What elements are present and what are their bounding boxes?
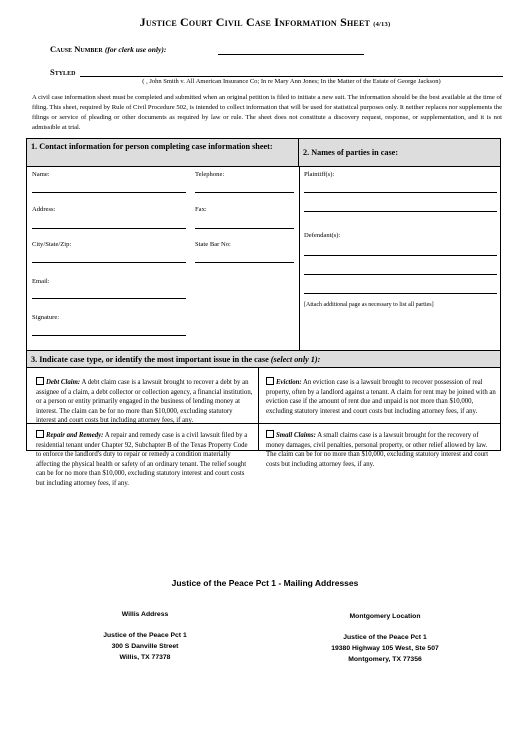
debt-claim-title: Debt Claim: (46, 379, 81, 386)
signature-label: Signature: (32, 314, 60, 321)
email-label: Email: (32, 278, 50, 285)
email-field[interactable] (32, 298, 186, 299)
cause-number-label (50, 44, 166, 54)
small-claims-text: A small claims case is a lawsuit brought for the recovery of money damages, civil penalties, personal property, or other relief allowed by law. The claim can be for no more than $10,000, excluding statutory interest and court costs but including attorney fees, if any. (266, 432, 489, 468)
defendants-label: Defendant(s): (304, 232, 341, 239)
case-divider (258, 368, 259, 451)
eviction-checkbox[interactable] (266, 377, 274, 385)
section2-heading: 2. Names of parties in case: (299, 139, 500, 167)
repair-remedy-text: A repair and remedy case is a civil lawsuit filed by a residential tenant under Chapter 92, Subchapter B of the Texas Property Code to enforce the landlord's duty to repair or remedy a condition materially affecting the physical health or safety of an ordinary tenant. The relief sought can be for no more than $10,000, excluding statutory interest and court costs but including attorney fees, if any. (36, 432, 248, 487)
eviction-text: An eviction case is a lawsuit brought to recover possession of real property, often by a landlord against a tenant. A claim for rent may be joined with an eviction case if the amount of rent due and unpaid is not more than $10,000, excluding statutory interest and court costs but including attorney fees, if any. (266, 379, 496, 415)
signature-field[interactable] (32, 335, 186, 336)
montgomery-address (305, 611, 465, 665)
montgomery-line-3: Montgomery, TX 77356 (348, 656, 422, 663)
section3-heading-note: (select only 1): (270, 355, 321, 364)
fax-field[interactable] (195, 228, 294, 229)
mailing-title: Justice of the Peace Pct 1 - Mailing Addresses (171, 578, 359, 588)
city-field[interactable] (32, 262, 186, 263)
repair-remedy-checkbox[interactable] (36, 430, 44, 438)
form-title (0, 15, 530, 30)
defendant-line-2[interactable] (304, 274, 497, 275)
eviction-title: Eviction: (276, 379, 302, 386)
montgomery-line-2: 19380 Highway 105 West, Ste 507 (331, 645, 439, 652)
willis-address (70, 609, 220, 663)
case-eviction (266, 377, 496, 416)
defendant-line-1[interactable] (304, 255, 497, 256)
willis-line-2: 300 S Danville Street (111, 643, 179, 650)
section3-heading (27, 350, 500, 368)
telephone-field[interactable] (195, 192, 294, 193)
case-small-claims (266, 430, 496, 469)
cause-note: (for clerk use only): (104, 45, 167, 54)
plaintiff-line-1[interactable] (304, 192, 497, 193)
small-claims-title: Small Claims: (276, 432, 316, 439)
repair-remedy-title: Repair and Remedy: (46, 432, 104, 439)
cause-number-field[interactable] (218, 54, 364, 55)
form-title-text: Justice Court Civil Case Information Sheet (139, 15, 371, 29)
styled-example: ( , John Smith v. All American Insurance Co; In re Mary Ann Jones; In the Matter of the Estate of George Jackson) (142, 78, 441, 85)
debt-claim-text: A debt claim case is a lawsuit brought to recover a debt by an assignee of a claim, a debt collector or collection agency, a financial institution, or a person or entity primarily engaged in the business of lending money at interest. The claim can be for no more than $10,000, excluding statutory interest and court costs but including attorney fees, if any. (36, 379, 253, 424)
styled-label: Styled (50, 67, 76, 77)
name-label: Name: (32, 171, 50, 178)
section3-heading-text: 3. Indicate case type, or identify the most important issue in the case (31, 355, 269, 364)
montgomery-heading: Montgomery Location (349, 613, 421, 620)
parties-note: [Attach additional page as necessary to list all parties] (304, 302, 434, 308)
form-version: (4/13) (373, 21, 391, 28)
defendant-line-3[interactable] (304, 293, 497, 294)
case-repair-remedy (36, 430, 254, 488)
case-debt-claim (36, 377, 254, 426)
telephone-label: Telephone: (195, 171, 225, 178)
willis-line-1: Justice of the Peace Pct 1 (103, 632, 187, 639)
plaintiff-line-2[interactable] (304, 211, 497, 212)
section-divider (299, 167, 300, 350)
address-field[interactable] (32, 228, 186, 229)
bar-field[interactable] (195, 262, 294, 263)
fax-label: Fax: (195, 206, 207, 213)
section1-heading: 1. Contact information for person completing case information sheet: (27, 139, 299, 167)
willis-line-3: Willis, TX 77378 (119, 654, 171, 661)
small-claims-checkbox[interactable] (266, 430, 274, 438)
bar-label: State Bar No: (195, 241, 231, 248)
styled-field[interactable] (80, 76, 503, 77)
montgomery-line-1: Justice of the Peace Pct 1 (343, 634, 427, 641)
debt-claim-checkbox[interactable] (36, 377, 44, 385)
cause-label-text: Cause Number (50, 44, 103, 54)
name-field[interactable] (32, 192, 186, 193)
city-label: City/State/Zip: (32, 241, 72, 248)
willis-heading: Willis Address (121, 611, 169, 618)
plaintiffs-label: Plaintiff(s): (304, 171, 335, 178)
intro-paragraph: A civil case information sheet must be completed and submitted when an original petition is filed to initiate a new suit. The information should be the best available at the time of filing. This sheet, required by Rule of Civil Procedure 502, is intended to collect information that will be used for statistical purposes only. It neither replaces nor supplements the filings or service of pleading or other documents as required by law or rule. The sheet does not constitute a discovery request, response, or supplementation, and it is not admissible at trial. (32, 94, 502, 131)
address-label: Address: (32, 206, 56, 213)
